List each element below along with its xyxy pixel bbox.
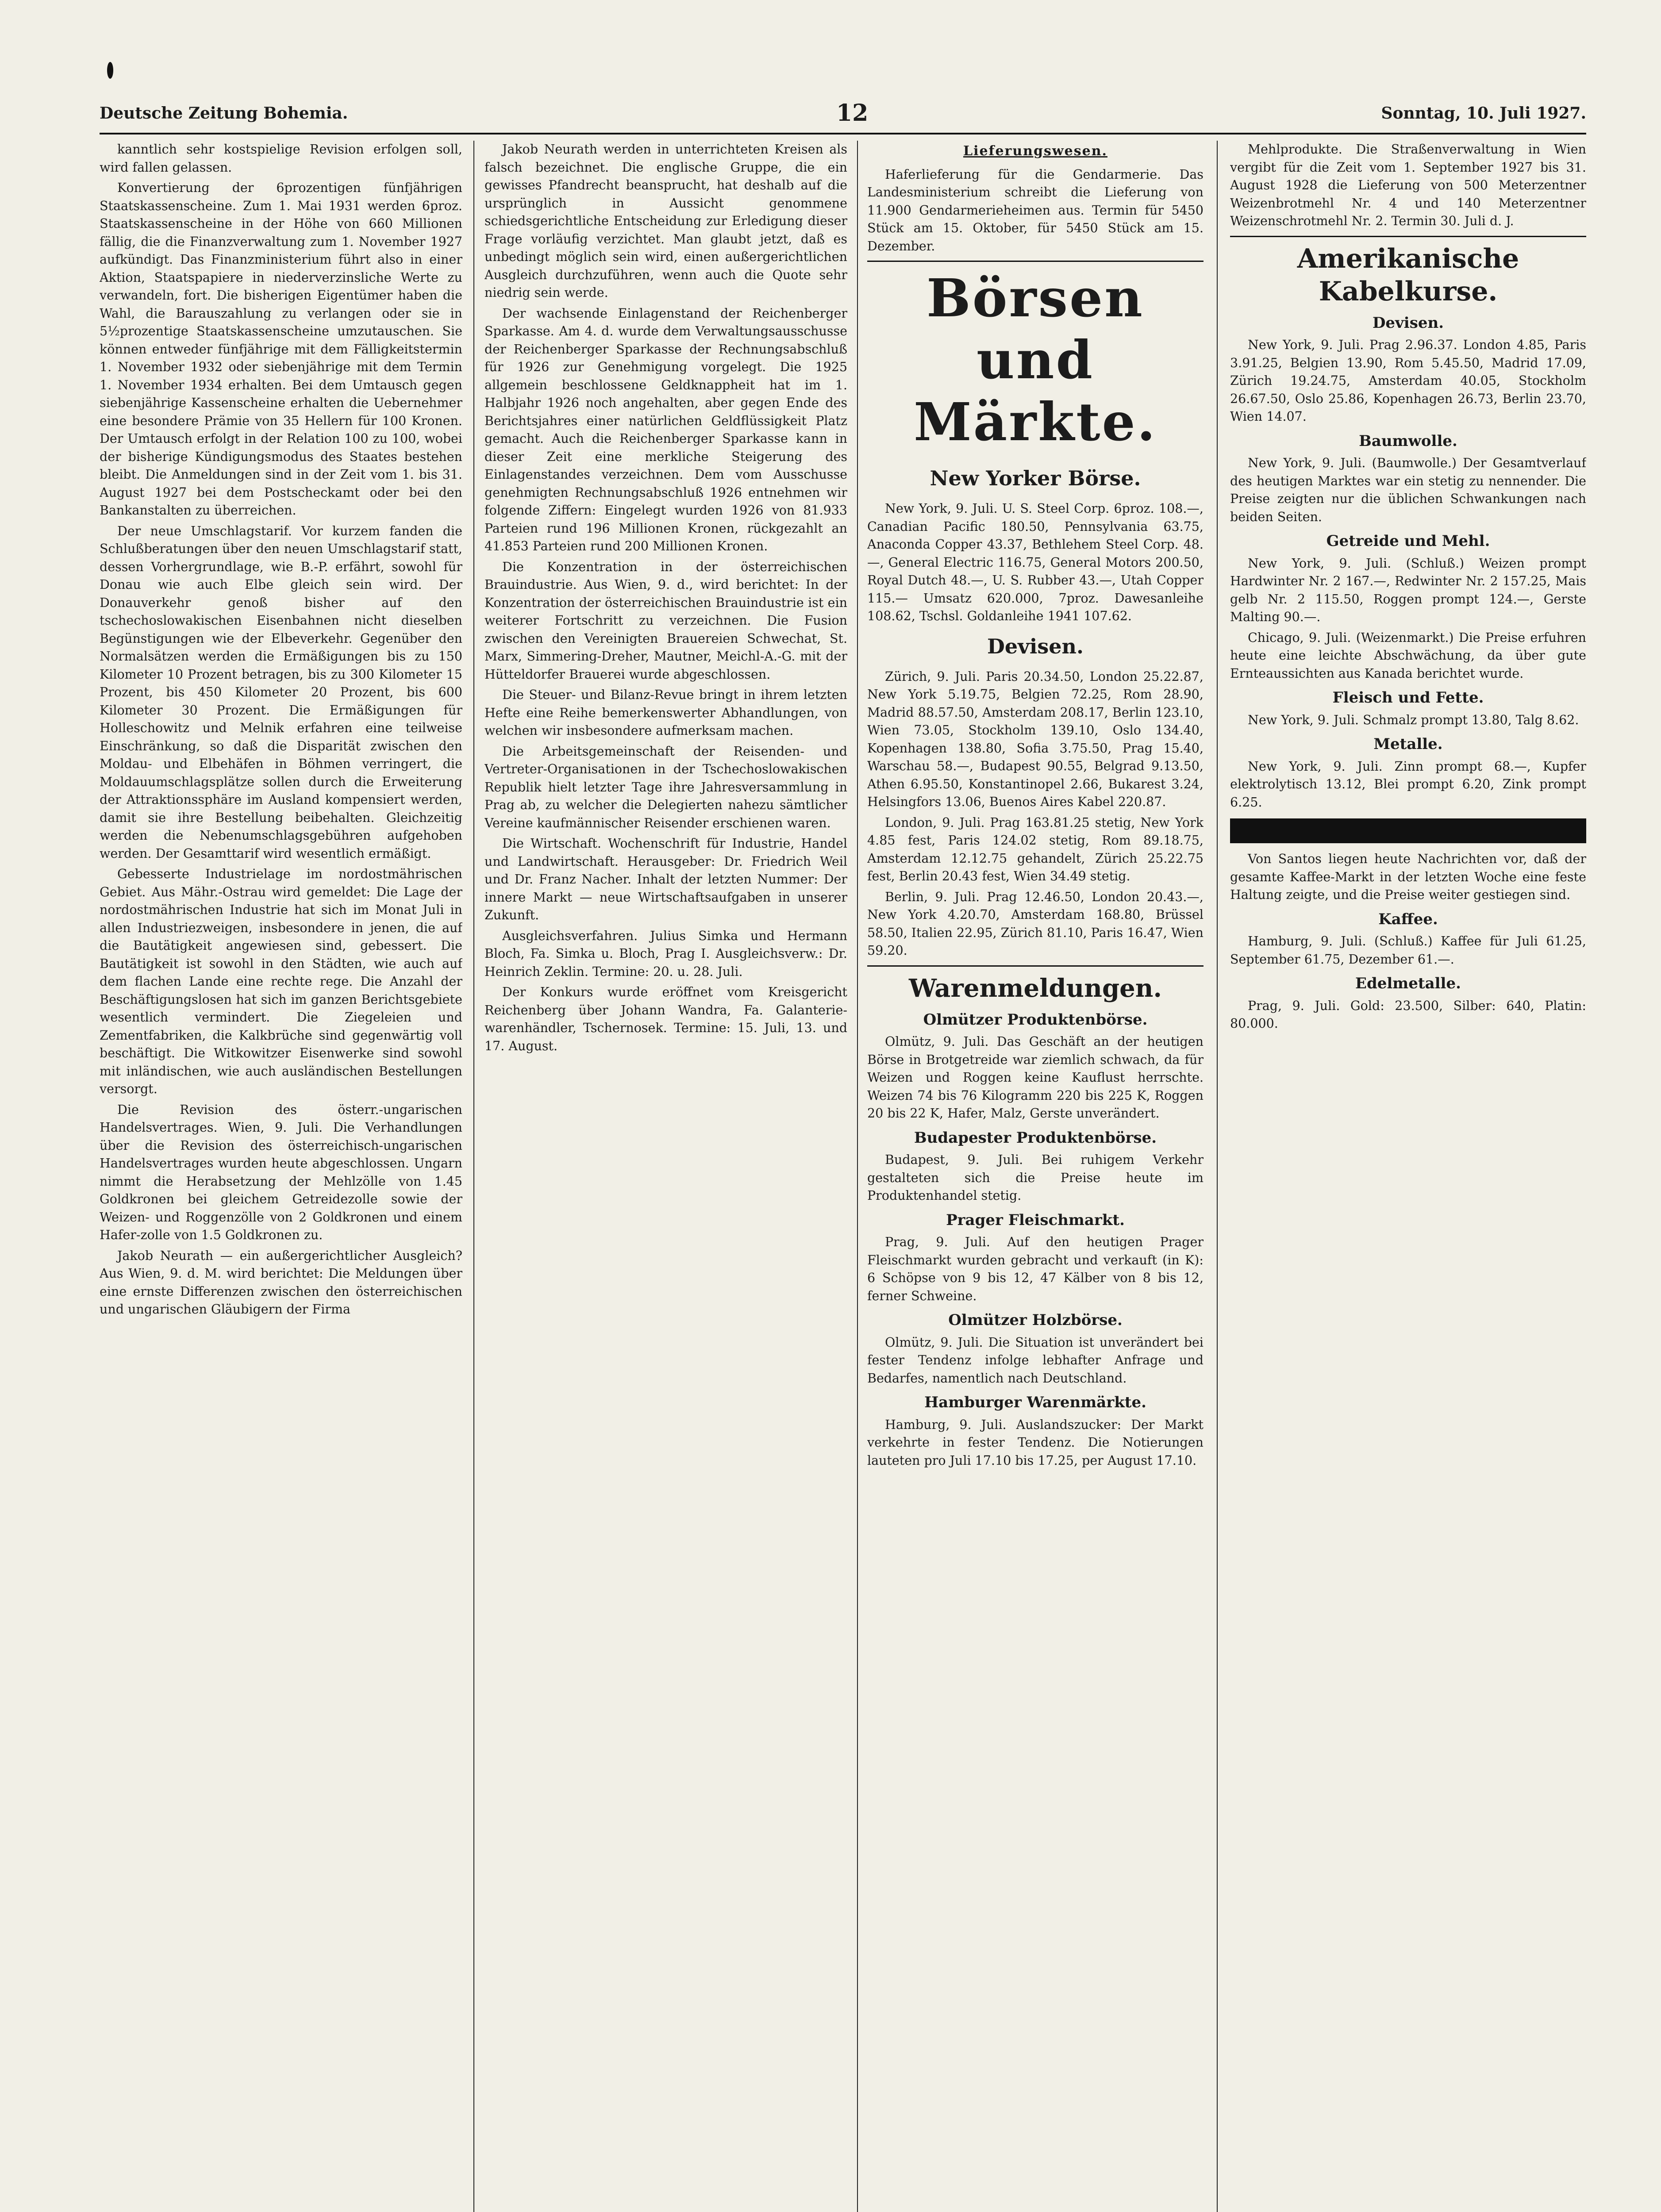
page-number: 12 [836,100,869,127]
article-paragraph: Olmütz, 9. Juli. Das Geschäft an der heutigen Börse in Brotgetreide war ziemlich schwach, da für Weizen und Roggen keine Kauflust herrschte. Weizen 74 bis 76 Kilogramm 220 bis 225 K, Roggen 20 bis 22 K, Hafer, Malz, Gerste unverändert. [867,1034,1203,1121]
article-paragraph: Mehlprodukte. Die Straßenverwaltung in Wien vergibt für die Zeit vom 1. September 1927 bis 31. August 1928 die Lieferung von 500 Meterzentner Weizenbrotmehl Nr. 4 und 140 Meterzentner Weizenschrotmehl Nr. 2. Termin 30. Juli d. J. [1230,142,1586,228]
article-paragraph: Ausgleichsverfahren. Julius Simka und Hermann Bloch, Fa. Simka u. Bloch, Prag I. Ausgleichsverw.: Dr. Heinrich Zeklin. Termine: 20. u. 28. Juli. [484,928,847,979]
section-heading: New Yorker Börse. [930,466,1141,490]
article-paragraph: Zürich, 9. Juli. Paris 20.34.50, London 25.22.87, New York 5.19.75, Belgien 72.25, Rom 28.90, Madrid 88.57.50, Amsterdam 208.17, Berlin 123.10, Wien 73.05, Stockholm 139.10, Oslo 134.40, Kopenhagen 138.80, Sofia 3.75.50, Prag 15.40, Warschau 58.—, Budapest 90.55, Belgrad 9.13.50, Athen 6.95.50, Konstantinopel 2.66, Bukarest 3.24, Helsingfors 13.06, Buenos Aires Kabel 220.87. [867,669,1203,809]
subsection-heading: Olmützer Produktenbörse. [923,1010,1148,1029]
article-paragraph: Haferlieferung für die Gendarmerie. Das Landesministerium schreibt die Lieferung von 11.900 Gendarmerieheimen aus. Termin für 5450 Stück am 15. Oktober, für 5450 Stück am 15. Dezember. [867,167,1203,253]
column-2 [484,141,847,2212]
article-paragraph: New York, 9. Juli. (Baumwolle.) Der Gesamtverlauf des heutigen Marktes war ein stetig zu nennender. Die Preise zeigten nur die üblichen Schwankungen nach beiden Seiten. [1230,456,1586,524]
article-paragraph: Budapest, 9. Juli. Bei ruhigem Verkehr gestalteten sich die Preise heute im Produktenhandel stetig. [867,1152,1203,1203]
page-header [100,100,1586,126]
page-edge-mark [107,62,113,79]
column-1 [100,141,462,2212]
subsection-heading: Edelmetalle. [1355,975,1461,992]
header-rule [100,133,1586,134]
article-paragraph: Die Konzentration in der österreichischen Brauindustrie. Aus Wien, 9. d., wird berichtet: In der Konzentration der österreichischen Brauindustrie ist ein weiterer Fortschritt zu verzeichnen. Die Fusion zwischen den Vereinigten Brauereien Schwechat, St. Marx, Simmering-Dreher, Mautner, Meichl-A.-G. mit der Hütteldorfer Brauerei wurde abgeschlossen. [484,559,847,682]
column-3 [867,141,1203,2212]
subsection-heading: Olmützer Holzbörse. [948,1311,1123,1329]
column-4 [1230,141,1586,2212]
article-paragraph: Chicago, 9. Juli. (Weizenmarkt.) Die Preise erfuhren heute eine leichte Abschwächung, da über gute Ernteaussichten aus Kanada berichtet wurde. [1230,630,1586,681]
advertisement-bar [1230,818,1586,843]
article-paragraph: Die Wirtschaft. Wochenschrift für Industrie, Handel und Landwirtschaft. Herausgeber: Dr. Friedrich Weil und Dr. Franz Nacher. Inhalt der letzten Nummer: Der innere Markt — neue Wirtschaftsaufgaben in unserer Zukunft. [484,836,847,922]
article-paragraph: Jakob Neurath werden in unterrichteten Kreisen als falsch bezeichnet. Die englische Gruppe, die ein gewisses Pfandrecht beansprucht, hat deshalb auf die ursprünglich in Aussicht genommene schiedsgerichtliche Entscheidung zur Erledigung dieser Frage vorläufig verzichtet. Man glaubt jetzt, daß es unbedingt möglich sein wird, einen außergerichtlichen Ausgleich durchzuführen, wenn auch die Quote sehr niedrig sein werde. [484,142,847,300]
subsection-heading: Getreide und Mehl. [1326,532,1490,550]
page-section-title: Börsen und Märkte. [914,267,1157,453]
section-heading: Amerikanische Kabelkurse. [1297,243,1519,307]
article-paragraph: Gebesserte Industrielage im nordostmährischen Gebiet. Aus Mähr.-Ostrau wird gemeldet: Die Lage der nordostmährischen Industrie hat sich im Monat Juli in allen Industriezweigen, insbesondere in jenen, die auf die Bautätigkeit angewiesen sind, gebessert. Die Bautätigkeit ist sowohl in den Städten, wie auch auf dem flachen Lande eine rechte rege. Die Anzahl der Beschäftigungslosen hat sich im ganzen Berichtsgebiete wesentlich vermindert. Die Ziegeleien und Zementfabriken, die Kalkbrüche sind gegenwärtig voll beschäftigt. Die Witkowitzer Eisenwerke sind sowohl mit inländischen, wie auch ausländischen Bestellungen versorgt. [100,867,462,1096]
section-heading: Warenmeldungen. [909,973,1162,1003]
article-paragraph: Die Arbeitsgemeinschaft der Reisenden- und Vertreter-Organisationen in der Tschechoslowakischen Republik hielt letzter Tage ihre Jahresversammlung in Prag ab, zu welcher die Delegierten nahezu sämtlicher Vereine kaufmännischer Reisender erschienen waren. [484,744,847,830]
article-paragraph: kanntlich sehr kostspielige Revision erfolgen soll, wird fallen gelassen. [100,142,462,175]
article-paragraph: Der Konkurs wurde eröffnet vom Kreisgericht Reichenberg über Johann Wandra, Fa. Galanterie-warenhändler, Tschernosek. Termine: 15. Juli, 13. und 17. August. [484,985,847,1053]
column-divider [857,141,858,2212]
subsection-heading: Prager Fleischmarkt. [946,1211,1125,1229]
column-divider [473,141,474,2212]
section-heading: Devisen. [987,634,1084,658]
subsection-heading: Hamburger Warenmärkte. [924,1394,1146,1411]
article-paragraph: New York, 9. Juli. Prag 2.96.37. London 4.85, Paris 3.91.25, Belgien 13.90, Rom 5.45.50, Madrid 17.09, Zürich 19.24.75, Amsterdam 40.05, Stockholm 26.67.50, Oslo 25.86, Kopenhagen 26.73, Berlin 23.70, Wien 14.07. [1230,338,1586,424]
article-paragraph: Jakob Neurath — ein außergerichtlicher Ausgleich? Aus Wien, 9. d. M. wird berichtet: Die Meldungen über eine ernste Differenzen zwischen den österreichischen und ungarischen Gläubigern der Firma [100,1248,462,1317]
section-rule [867,261,1203,262]
subsection-heading: Devisen. [1372,314,1444,332]
newspaper-name: Deutsche Zeitung Bohemia. [100,104,348,123]
subsection-heading: Kaffee. [1378,910,1438,928]
subsection-heading: Baumwolle. [1359,432,1457,450]
article-paragraph: New York, 9. Juli. (Schluß.) Weizen prompt Hardwinter Nr. 2 167.—, Redwinter Nr. 2 157.25, Mais gelb Nr. 2 115.50, Roggen prompt 124.—, Gerste Malting 90.—. [1230,556,1586,624]
subsection-heading: Metalle. [1373,735,1443,753]
article-paragraph: Von Santos liegen heute Nachrichten vor, daß der gesamte Kaffee-Markt in der letzten Woche eine feste Haltung zeigte, und die Preise weiter gestiegen sind. [1230,852,1586,902]
article-paragraph: New York, 9. Juli. U. S. Steel Corp. 6proz. 108.—, Canadian Pacific 180.50, Pennsylvania 63.75, Anaconda Copper 43.37, Bethlehem Steel Corp. 48.—, General Electric 116.75, General Motors 200.50, Royal Dutch 48.—, U. S. Rubber 43.—, Utah Copper 115.— Umsatz 620.000, 7proz. Dawesanleihe 108.62, Tschsl. Goldanleihe 1941 107.62. [867,501,1203,623]
article-paragraph: Hamburg, 9. Juli. Auslandszucker: Der Markt verkehrte in fester Tendenz. Die Notierungen lauteten pro Juli 17.10 bis 17.25, per August 17.10. [867,1417,1203,1468]
article-paragraph: London, 9. Juli. Prag 163.81.25 stetig, New York 4.85 fest, Paris 124.02 stetig, Rom 89.18.75, Amsterdam 12.12.75 gehandelt, Zürich 25.22.75 fest, Berlin 20.43 fest, Wien 34.49 stetig. [867,815,1203,883]
article-paragraph: Berlin, 9. Juli. Prag 12.46.50, London 20.43.—, New York 4.20.70, Amsterdam 168.80, Brüssel 58.50, Italien 22.95, Zürich 81.10, Paris 16.47, Wien 59.20. [867,889,1203,958]
subsection-heading: Budapester Produktenbörse. [914,1129,1157,1147]
article-paragraph: New York, 9. Juli. Zinn prompt 68.—, Kupfer elektrolytisch 13.12, Blei prompt 6.20, Zink prompt 6.25. [1230,759,1586,810]
article-paragraph: Prag, 9. Juli. Auf den heutigen Prager Fleischmarkt wurden gebracht und verkauft (in K): 6 Schöpse von 9 bis 12, 47 Kälber von 8 bis 12, ferner Schweine. [867,1235,1203,1303]
section-heading: Lieferungswesen. [963,143,1107,159]
article-paragraph: Die Revision des österr.-ungarischen Handelsvertrages. Wien, 9. Juli. Die Verhandlungen über die Revision des österreichisch-ungarischen Handelsvertrages wurden heute abgeschlossen. Ungarn nimmt die Herabsetzung der Mehlzölle von 1.45 Goldkronen bei gleichem Getreidezolle sowie der Weizen- und Roggenzölle von 2 Goldkronen und einem Hafer-zolle von 1.5 Goldkronen zu. [100,1102,462,1242]
article-paragraph: Hamburg, 9. Juli. (Schluß.) Kaffee für Juli 61.25, September 61.75, Dezember 61.—. [1230,934,1586,967]
column-divider [1217,141,1218,2212]
article-paragraph: Konvertierung der 6prozentigen fünfjährigen Staatskassenscheine. Zum 1. Mai 1931 werden 6proz. Staatskassenscheine in der Höhe von 660 Millionen fällig, die die Finanzverwaltung zum 1. November 1927 aufkündigt. Das Finanzministerium führt also in einer Aktion, Staatspapiere in niederverzinsliche Werte zu verwandeln, fort. Die bisherigen Eigentümer haben die Wahl, die Barauszahlung zu verlangen oder sie in 5½prozentige Staatskassenscheine umzutauschen. Sie können entweder fünfjährige mit dem Fälligkeitstermin 1. November 1932 oder siebenjährige mit dem Termin 1. November 1934 erhalten. Bei dem Umtausch gegen siebenjährige Kassenscheine erhalten die Uebernehmer eine besondere Prämie von 35 Hellern für 100 Kronen. Der Umtausch erfolgt in der Relation 100 zu 100, wobei der bisherige Kündigungsmodus des Staates bestehen bleibt. Die Anmeldungen sind in der Zeit vom 1. bis 31. August 1927 bei dem Postscheckamt oder bei den Bankanstalten zu überreichen. [100,180,462,518]
section-rule [867,965,1203,967]
article-paragraph: Olmütz, 9. Juli. Die Situation ist unverändert bei fester Tendenz infolge lebhafter Anfrage und Bedarfes, namentlich nach Deutschland. [867,1335,1203,1386]
section-rule [1230,236,1586,237]
article-paragraph: Prag, 9. Juli. Gold: 23.500, Silber: 640, Platin: 80.000. [1230,998,1586,1031]
subsection-heading: Fleisch und Fette. [1332,689,1484,707]
article-paragraph: New York, 9. Juli. Schmalz prompt 13.80, Talg 8.62. [1248,712,1579,727]
article-paragraph: Die Steuer- und Bilanz-Revue bringt in ihrem letzten Hefte eine Reihe bemerkenswerter Abhandlungen, von welchen wir insbesondere aufmerksam machen. [484,687,847,738]
article-paragraph: Der wachsende Einlagenstand der Reichenberger Sparkasse. Am 4. d. wurde dem Verwaltungsausschusse der Reichenberger Sparkasse der Rechnungsabschluß für 1926 zur Genehmigung vorgelegt. Die 1925 allgemein beschlossene Geldknappheit hat im 1. Halbjahr 1926 noch angehalten, aber gegen Ende des Berichtsjahres einer natürlichen Geldflüssigkeit Platz gemacht. Auch die Reichenberger Sparkasse kann in dieser Zeit eine merkliche Steigerung des Einlagenstandes verzeichnen. Dem vom Ausschusse genehmigten Rechnungsabschluß 1926 entnehmen wir folgende Ziffern: Eingelegt wurden 1926 von 81.933 Parteien rund 196 Millionen Kronen, rückgezahlt an 41.853 Parteien rund 200 Millionen Kronen. [484,306,847,553]
issue-date: Sonntag, 10. Juli 1927. [1381,104,1586,123]
article-paragraph: Der neue Umschlagstarif. Vor kurzem fanden die Schlußberatungen über den neuen Umschlagstarif statt, dessen Vorhergrundlage, wie B.-P. erfährt, sowohl für Donau wie auch Elbe gleich sein wird. Der Donauverkehr genoß bisher auf den tschechoslowakischen Eisenbahnen nicht dieselben Begünstigungen wie der Elbeverkehr. Gegenüber den Normalsätzen werden die Ermäßigungen bis zu 150 Kilometer 10 Prozent betragen, bis zu 300 Kilometer 15 Prozent, bis 450 Kilometer 20 Prozent, bis 600 Kilometer 30 Prozent. Die Ermäßigungen für Holleschowitz und Melnik erfahren eine teilweise Einschränkung, so daß die Disparität zwischen den Moldau- und Elbehäfen in Böhmen verringert, die Moldauumschlagsplätze sollen durch die Erweiterung der Attraktionssphäre im Ausland kompensiert werden, damit sie ihre Bestellung beibehalten. Gleichzeitig werden die Nebenumschlagsgebühren aufgehoben werden. Der Gesamttarif wird wesentlich ermäßigt. [100,523,462,861]
